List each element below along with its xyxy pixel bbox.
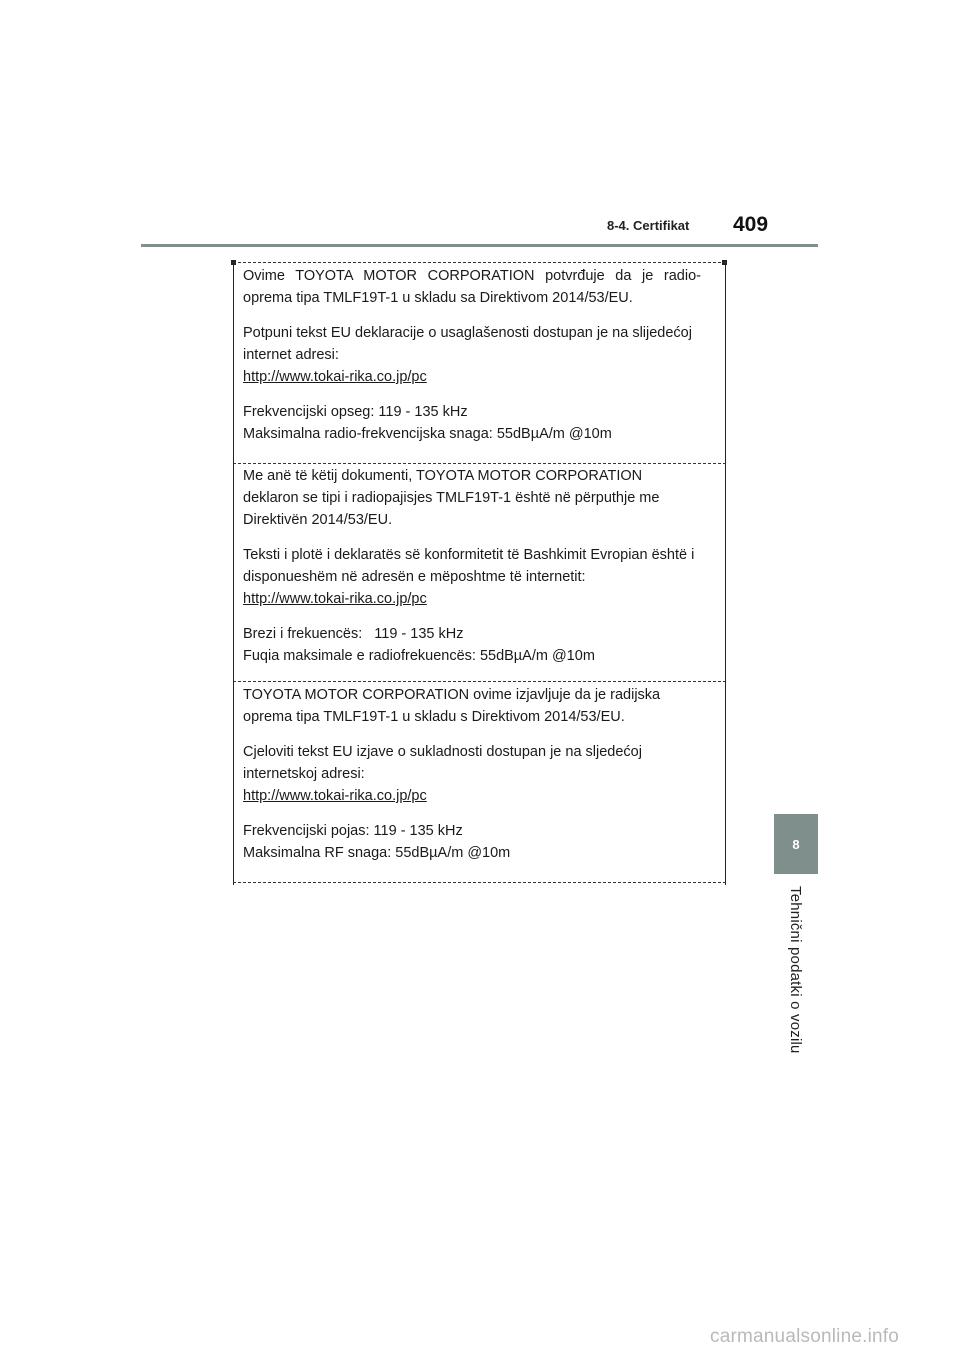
frequency-label: Brezi i frekuencës: xyxy=(243,626,363,642)
chapter-tab[interactable] xyxy=(774,814,818,874)
declaration-block-albanian xyxy=(243,465,701,667)
block-divider xyxy=(233,463,726,464)
declaration-link[interactable]: http://www.tokai-rika.co.jp/pc xyxy=(243,591,427,607)
max-power: Maksimalna RF snaga: 55dBµA/m @10m xyxy=(243,845,511,861)
section-title: 8-4. Certifikat xyxy=(607,218,690,233)
declaration-link[interactable]: http://www.tokai-rika.co.jp/pc xyxy=(243,788,427,804)
declaration-text-line: Me anë të këtij dokumenti, TOYOTA MOTOR CORPORATION xyxy=(243,468,643,484)
box-top-border xyxy=(233,262,726,263)
chapter-title: Tehnični podatki o vozilu xyxy=(787,886,804,1054)
frequency-range: Frekvencijski opseg: 119 - 135 kHz xyxy=(243,404,468,420)
block-divider xyxy=(233,681,726,682)
declaration-text-line: Direktivën 2014/53/EU. xyxy=(243,512,393,528)
declaration-block-croatian xyxy=(243,684,701,864)
frequency-value: 119 - 135 kHz xyxy=(374,626,464,642)
full-text-notice: Cjeloviti tekst EU izjave o sukladnosti dostupan je na sljedećoj internetskoj adresi: xyxy=(243,744,642,782)
frequency-range xyxy=(243,623,701,645)
declaration-text: Ovime TOYOTA MOTOR CORPORATION potvrđuje da je radio-oprema tipa TMLF19T-1 u skladu sa Direktivom 2014/53/EU. xyxy=(243,268,701,306)
declaration-text-line: deklaron se tipi i radiopajisjes TMLF19T-1 është në përputhje me xyxy=(243,490,660,506)
max-power: Fuqia maksimale e radiofrekuencës: 55dBµA/m @10m xyxy=(243,648,595,664)
frequency-range: Frekvencijski pojas: 119 - 135 kHz xyxy=(243,823,463,839)
box-bottom-border xyxy=(233,882,726,883)
full-text-notice: Potpuni tekst EU deklaracije o usaglašenosti dostupan je na slijedećoj internet adresi: xyxy=(243,325,692,363)
declaration-block-bosnian xyxy=(243,265,701,445)
chapter-number: 8 xyxy=(792,836,800,852)
page-number: 409 xyxy=(733,213,769,236)
watermark: carmanualsonline.info xyxy=(710,1326,900,1347)
declaration-text: TOYOTA MOTOR CORPORATION ovime izjavljuje da je radijska oprema tipa TMLF19T-1 u skladu s Direktivom 2014/53/EU. xyxy=(243,687,661,725)
declaration-link[interactable]: http://www.tokai-rika.co.jp/pc xyxy=(243,369,427,385)
header-rule xyxy=(141,244,818,247)
full-text-notice: Teksti i plotë i deklaratës së konformitetit të Bashkimit Evropian është i disponueshëm në adresën e mëposhtme të internetit: xyxy=(243,547,695,585)
max-power: Maksimalna radio-frekvencijska snaga: 55dBµA/m @10m xyxy=(243,426,612,442)
